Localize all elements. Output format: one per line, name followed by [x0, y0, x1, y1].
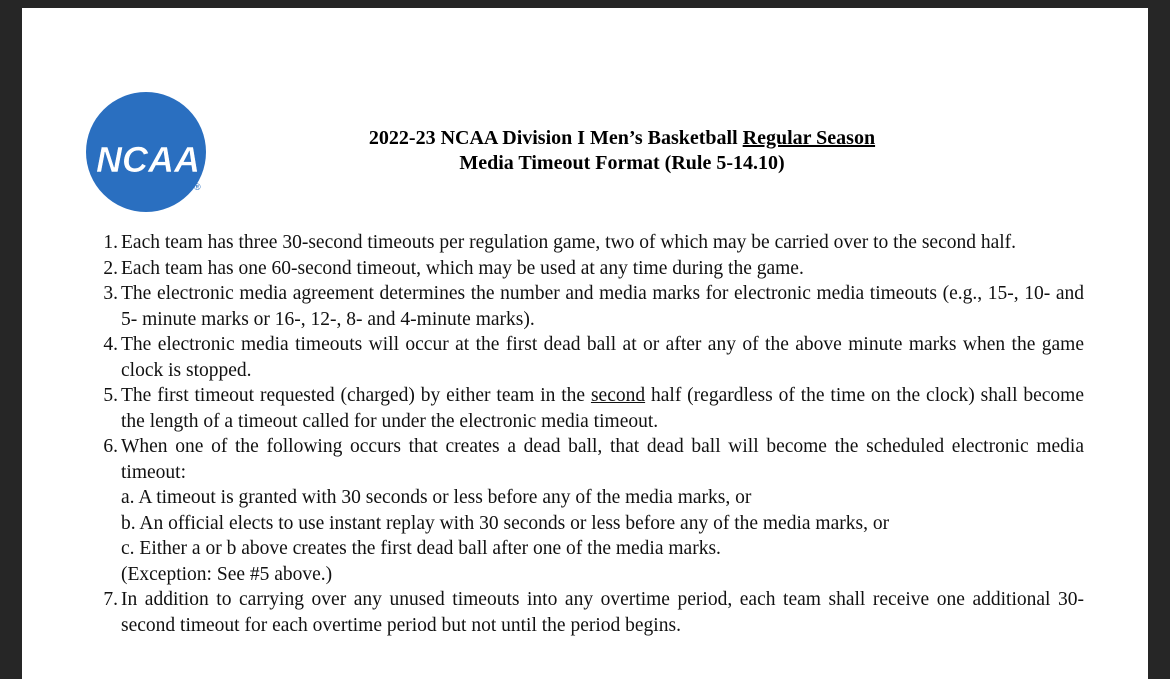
title-line-2: Media Timeout Format (Rule 5-14.10) — [459, 152, 785, 174]
sub-item-a: a. A timeout is granted with 30 seconds or less before any of the media marks, or — [121, 487, 752, 508]
document-page — [22, 8, 1148, 679]
logo-text: NCAA — [96, 139, 200, 180]
rule-item-2 — [104, 256, 1084, 282]
title-prefix: 2022-23 NCAA Division I Men’s Basketball — [368, 127, 743, 149]
sub-item-exception: (Exception: See #5 above.) — [121, 563, 333, 585]
rule-text: When one of the following occurs that creates a dead ball, that dead ball will become the scheduled electronic media timeout: — [121, 436, 1084, 483]
rule-item-6 — [104, 434, 1084, 587]
rule-number: 7. — [103, 589, 118, 610]
rules-list — [104, 230, 1084, 638]
sub-item-b: b. An official elects to use instant replay with 30 seconds or less before any of the media marks, or — [121, 512, 890, 534]
rule-number: 5. — [103, 385, 118, 406]
rule-text: Each team has one 60-second timeout, which may be used at any time during the game. — [121, 257, 804, 279]
title-line-1 — [322, 126, 922, 151]
rule-number: 1. — [103, 232, 118, 253]
rule-item-5 — [104, 383, 1084, 434]
rule-text: The electronic media agreement determines the number and media marks for electronic media timeouts (e.g., 15-, 10- and 5- minute marks or 16-, 12-, 8- and 4-minute marks). — [121, 283, 1084, 330]
rule-item-3 — [104, 281, 1084, 332]
rule-text: In addition to carrying over any unused timeouts into any overtime period, each team shall receive one additional 30-second timeout for each overtime period but not until the period begins. — [121, 589, 1084, 636]
document-title — [322, 126, 922, 176]
rule-item-7 — [104, 587, 1084, 638]
rule-text: half (regardless of the time on the clock) shall become the length of a timeout called for under the electronic media timeout. — [121, 385, 1085, 432]
rule-text: The first timeout requested (charged) by either team in the — [121, 385, 591, 406]
rule-item-1 — [104, 230, 1084, 256]
rule-text: The electronic media timeouts will occur at the first dead ball at or after any of the above minute marks when the game clock is stopped. — [121, 334, 1084, 381]
rule-text-underlined: second — [590, 385, 646, 406]
title-underlined: Regular Season — [742, 127, 876, 149]
rule-number: 4. — [103, 334, 118, 355]
rule-text: Each team has three 30-second timeouts per regulation game, two of which may be carried over to the second half. — [121, 232, 1017, 253]
registered-mark: ® — [194, 182, 201, 192]
left-border — [0, 0, 22, 679]
sub-item-c: c. Either a or b above creates the first dead ball after one of the media marks. — [121, 538, 721, 559]
right-border — [1148, 0, 1170, 679]
top-border — [0, 0, 1170, 8]
rule-number: 2. — [103, 257, 118, 279]
rule-number: 6. — [103, 436, 118, 457]
ncaa-logo — [74, 90, 214, 220]
rule-item-4 — [104, 332, 1084, 383]
rule-number: 3. — [103, 283, 118, 304]
